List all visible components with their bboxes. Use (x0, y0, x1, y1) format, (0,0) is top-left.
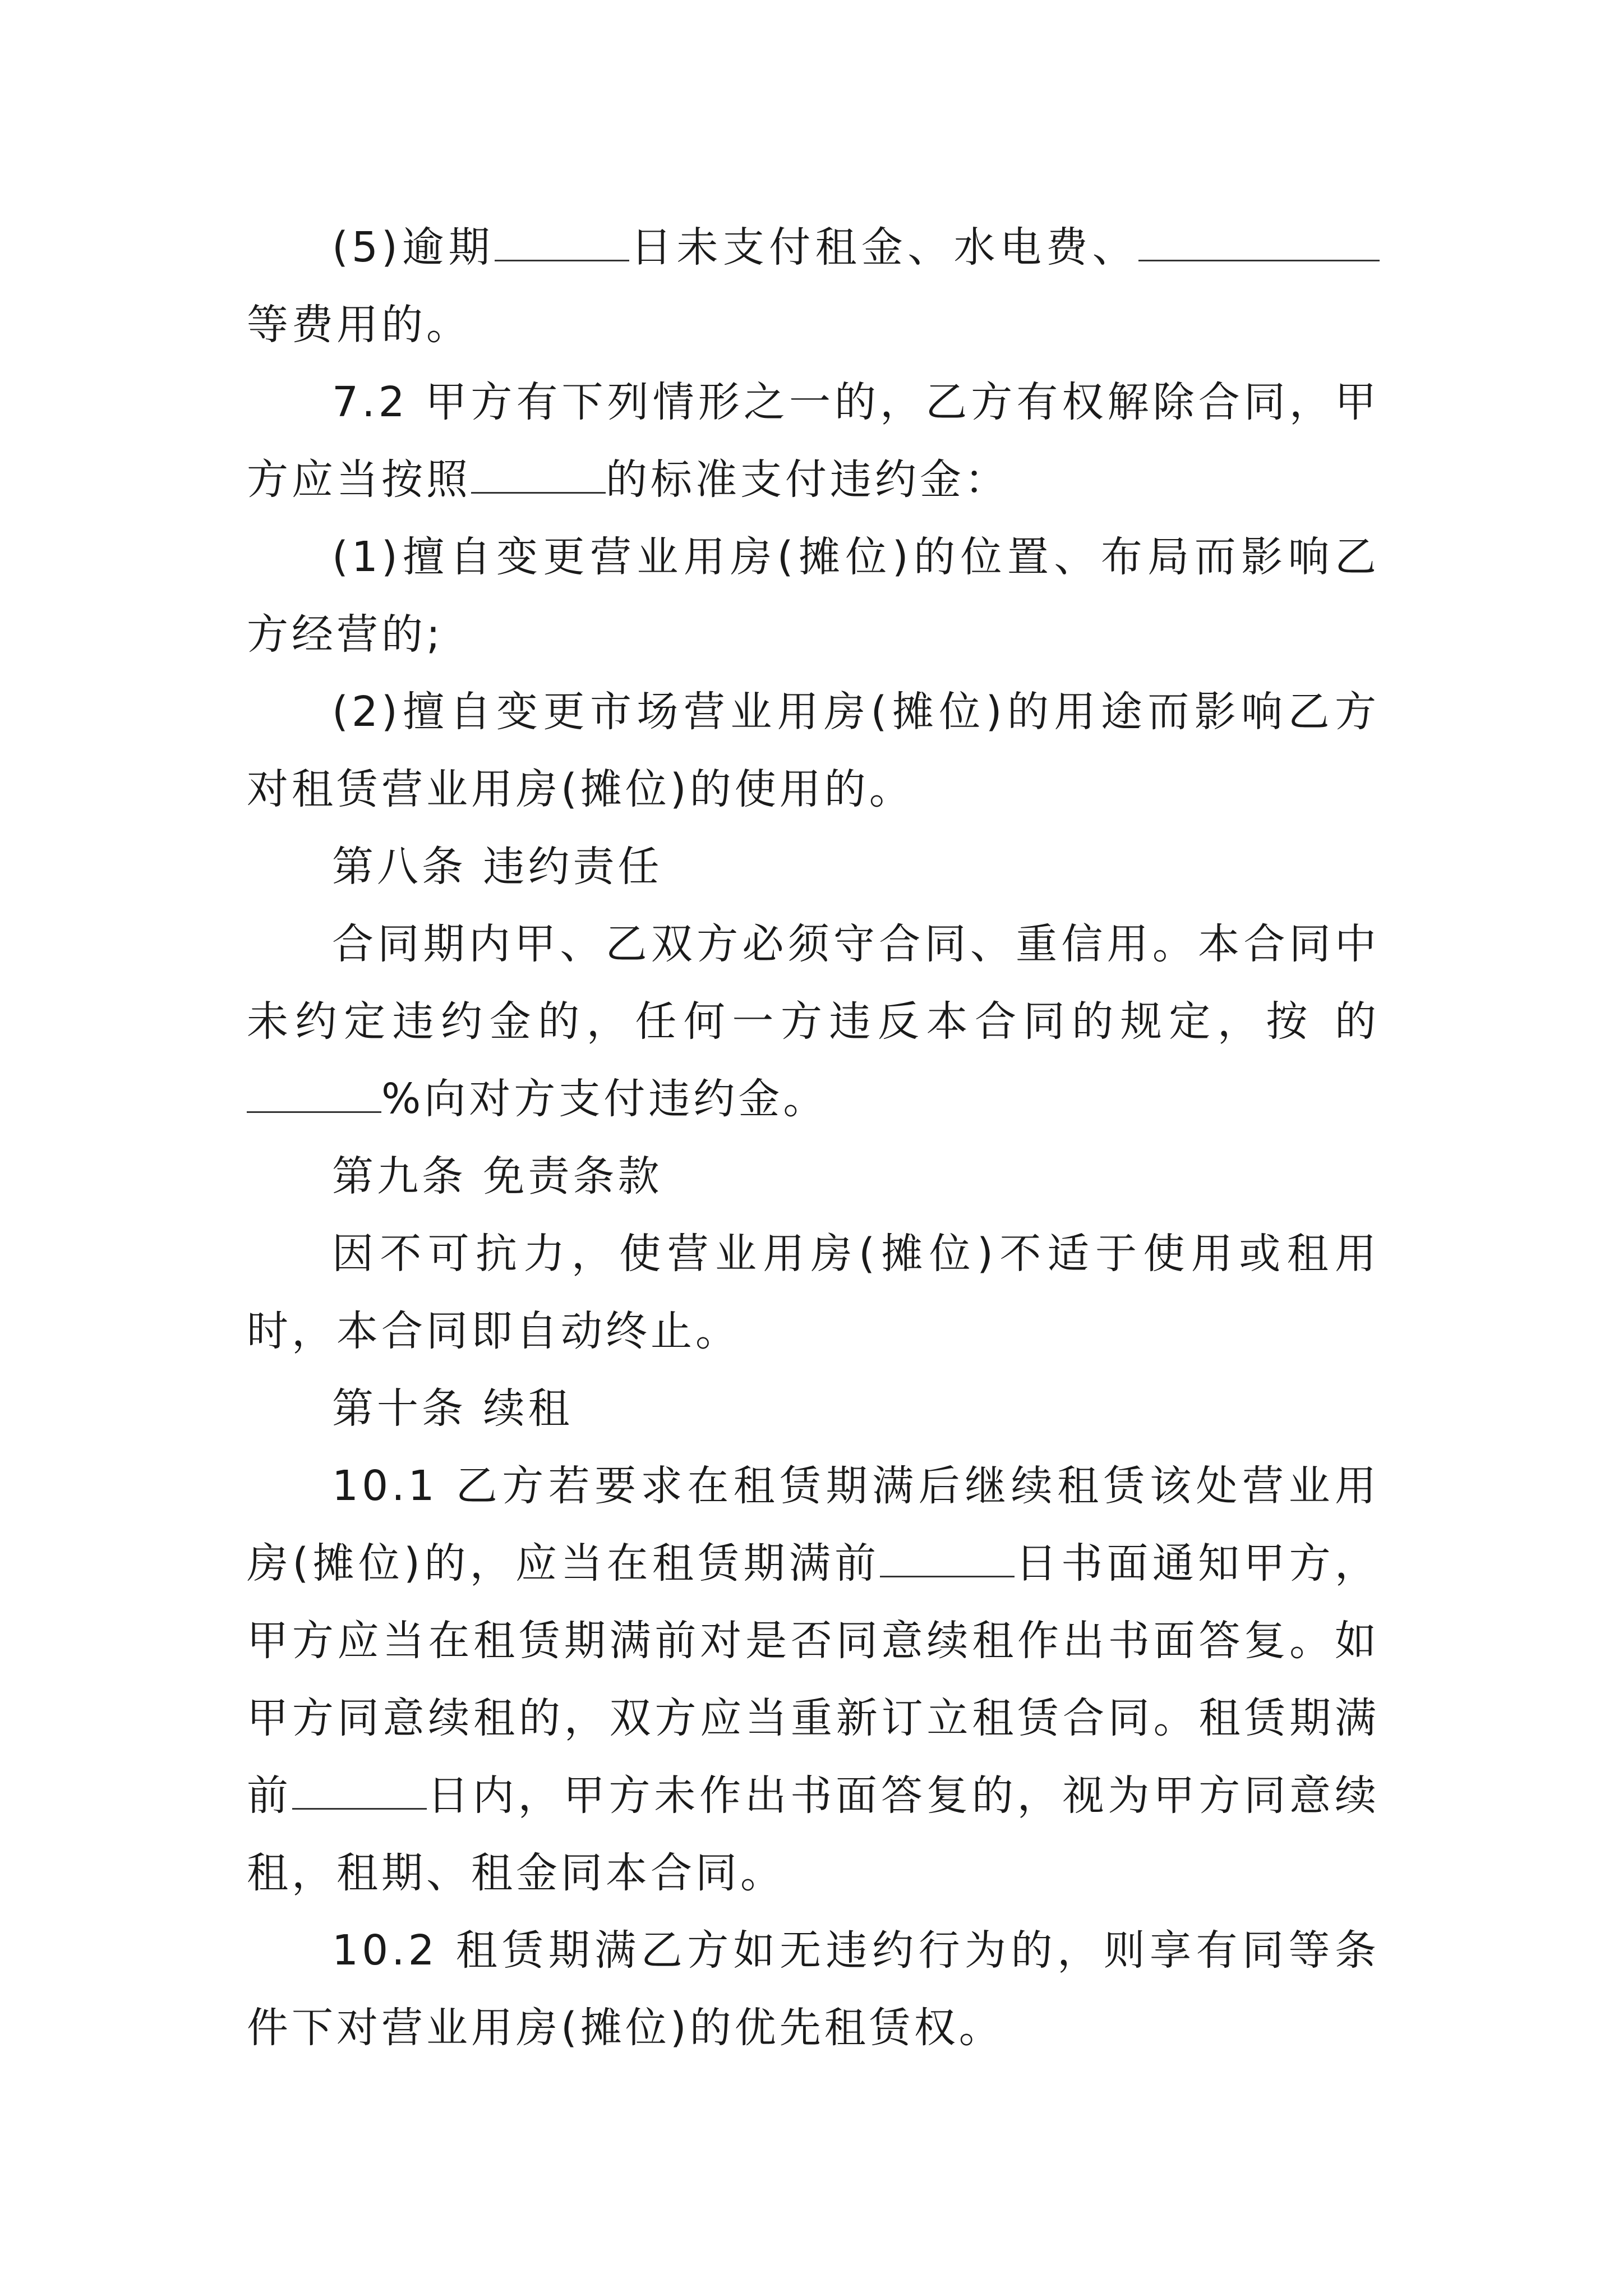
paragraph-clause-7-2: 7.2 甲方有下列情形之一的，乙方有权解除合同，甲方应当按照 的标准支付违约金： (247, 378, 1380, 504)
blank-notice-days (880, 1542, 1015, 1577)
document-body (247, 209, 1380, 2067)
paragraph-clause-10-1: 10.1 乙方若要求在租赁期满后继续租赁该处营业用房(摊位)的，应当在租赁期满前 日书面通知甲方，甲方应当在租赁期满前对是否同意续租作出书面答复。如甲方同意续租的，双方应当重新订立租赁合同。租赁期满前 日内，甲方未作出书面答复的，视为甲方同意续租，租期、租金同本合同。 (247, 1462, 1380, 1897)
paragraph-item-2: (2)擅自变更市场营业用房(摊位)的用途而影响乙方对租赁营业用房(摊位)的使用的。 (247, 688, 1380, 813)
paragraph-clause-10-2: 10.2 租赁期满乙方如无违约行为的，则享有同等条件下对营业用房(摊位)的优先租赁权。 (247, 1926, 1380, 2052)
blank-percentage (247, 1078, 381, 1113)
heading-article-8: 第八条 违约责任 (332, 843, 663, 891)
heading-article-9: 第九条 免责条款 (332, 1152, 663, 1200)
paragraph-overdue-payment: (5)逾期 日未支付租金、水电费、等费用的。 (247, 209, 1380, 364)
heading-article-10: 第十条 续租 (332, 1384, 573, 1433)
blank-days (495, 226, 629, 261)
blank-penalty-standard (471, 458, 606, 494)
paragraph-item-1: (1)擅自变更营业用房(摊位)的位置、布局而影响乙方经营的; (247, 533, 1380, 659)
blank-reply-days (292, 1774, 427, 1810)
blank-fee-type (1138, 226, 1380, 261)
paragraph-liability: 合同期内甲、乙双方必须守合同、重信用。本合同中未约定违约金的，任何一方违反本合同的规定，按 的%向对方支付违约金。 (247, 920, 1380, 1123)
paragraph-force-majeure: 因不可抗力，使营业用房(摊位)不适于使用或租用时，本合同即自动终止。 (247, 1230, 1380, 1355)
